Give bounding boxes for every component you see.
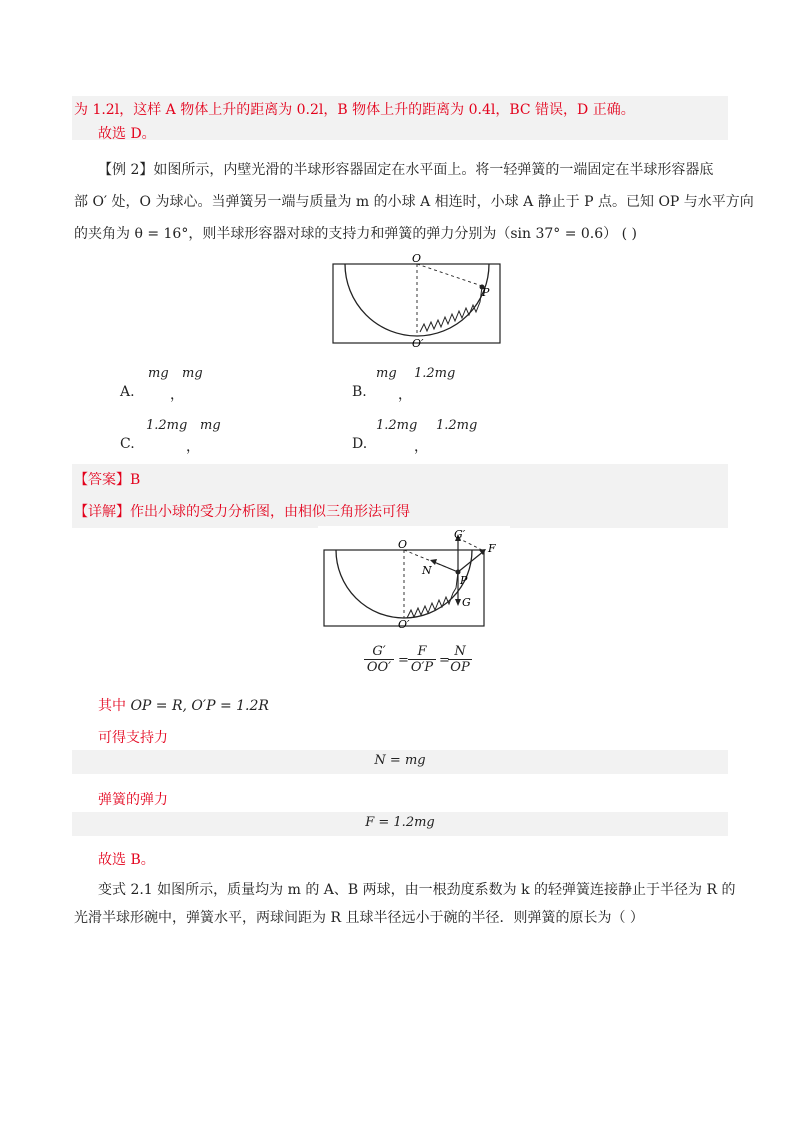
conclusion: 故选 B。 <box>98 852 155 868</box>
option-b-sep: ， <box>398 387 412 403</box>
option-d-label: D. <box>352 436 368 452</box>
support-label: 可得支持力 <box>98 730 168 746</box>
label-g: G <box>462 596 471 609</box>
answer-line <box>74 470 140 490</box>
variant-line2: 光滑半球形碗中，弹簧水平，两球间距为 R 且球半径远小于碗的半径．则弹簧的原长为（ ） <box>74 910 644 926</box>
label-g-prime: G′ <box>454 528 466 541</box>
answer-prev-line1: 为 1.2l，这样 A 物体上升的距离为 0.2l，B 物体上升的距离为 0.4l，BC 错误，D 正确。 <box>74 102 635 118</box>
figure-hemisphere-container <box>332 254 502 348</box>
ratio-n3: N <box>448 644 472 660</box>
detail-text: 作出小球的受力分析图，由相似三角形法可得 <box>130 504 410 520</box>
label-o: O <box>412 254 422 265</box>
option-b-v2: 1.2mg <box>414 366 456 381</box>
option-d-sep: ， <box>414 439 428 455</box>
option-d[interactable] <box>352 418 552 458</box>
ratio-n1: G′ <box>364 644 394 660</box>
ratio-d1: OO′ <box>366 660 392 675</box>
option-c-v2: mg <box>200 418 221 433</box>
answer-value: B <box>130 472 141 488</box>
example2-line2: 部 O′ 处，O 为球心。当弹簧另一端与质量为 m 的小球 A 相连时，小球 A 静止于 P 点。已知 OP 与水平方向 <box>74 194 754 210</box>
label-n: N <box>422 564 432 577</box>
option-a-sep: ， <box>170 387 184 403</box>
example2-line1 <box>98 160 713 180</box>
ratio-d3: OP <box>450 660 470 675</box>
option-b[interactable] <box>352 366 552 406</box>
detail-line <box>74 502 410 522</box>
example2-line3: 的夹角为 θ = 16°，则半球形容器对球的支持力和弹簧的弹力分别为（sin 37° = 0.6） ( ) <box>74 226 637 242</box>
ratio-frac1 <box>364 644 394 675</box>
example2-text1: 如图所示，内壁光滑的半球形容器固定在水平面上。将一轻弹簧的一端固定在半球形容器底 <box>153 162 714 178</box>
answer-label: 【答案】 <box>74 472 130 488</box>
option-c-label: C. <box>120 436 135 452</box>
ratio-d2: O′P <box>410 660 434 675</box>
option-d-v1: 1.2mg <box>376 418 418 433</box>
support-eq: N = mg <box>374 753 426 768</box>
option-b-v1: mg <box>376 366 397 381</box>
ratio-n2: F <box>408 644 436 660</box>
option-a[interactable] <box>120 366 320 406</box>
option-a-v1: mg <box>148 366 169 381</box>
op-dashed <box>417 264 482 286</box>
option-b-label: B. <box>352 384 367 400</box>
ratio-equation <box>364 644 474 684</box>
label-p-2: P <box>460 574 468 587</box>
ratio-eq1: = <box>398 653 409 668</box>
spring-eq: F = 1.2mg <box>365 815 435 830</box>
option-d-v2: 1.2mg <box>436 418 478 433</box>
spring-label: 弹簧的弹力 <box>98 792 168 808</box>
label-p: P <box>482 286 490 299</box>
answer-prev-line2: 故选 D。 <box>98 126 156 142</box>
label-o-2: O <box>398 538 408 551</box>
where-line <box>98 696 269 716</box>
ratio-eq2: = <box>439 653 450 668</box>
container-box <box>333 264 500 343</box>
figure-force-analysis <box>318 526 510 632</box>
variant-line1: 变式 2.1 如图所示，质量均为 m 的 A、B 两球，由一根劲度系数为 k 的轻弹簧连接静止于半径为 R 的 <box>98 882 736 898</box>
label-o-prime: O′ <box>412 337 424 348</box>
label-f: F <box>488 542 496 555</box>
ratio-frac3 <box>448 644 472 675</box>
option-c-sep: ， <box>186 439 200 455</box>
detail-label: 【详解】 <box>74 504 130 520</box>
option-c[interactable] <box>120 418 320 458</box>
option-c-v1: 1.2mg <box>146 418 188 433</box>
option-a-label: A. <box>120 384 135 400</box>
where-expr: OP = R, O′P = 1.2R <box>130 698 269 714</box>
label-o-prime-2: O′ <box>398 618 410 631</box>
where-prefix: 其中 <box>98 698 126 714</box>
option-a-v2: mg <box>182 366 203 381</box>
ratio-frac2 <box>408 644 436 675</box>
example2-label: 【例 2】 <box>98 162 154 178</box>
